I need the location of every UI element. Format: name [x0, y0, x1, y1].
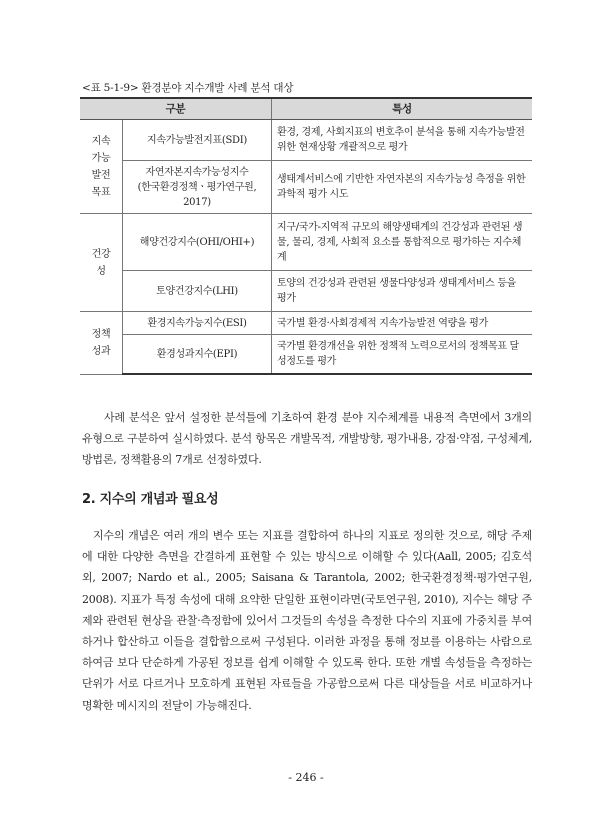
table-row [80, 335, 532, 375]
row-name: 지속가능발전지표(SDI) [123, 120, 272, 161]
paragraph-analysis [82, 407, 532, 471]
paragraph-index-concept-text: 지수의 개념은 여러 개의 변수 또는 지표를 결합하여 하나의 지표로 정의한 것으로, 해당 주제에 대한 다양한 측면을 간결하게 표현할 수 있는 방식으로 이해할 수 있다(Aall, 2005; 김호석 외, 2007; Nardo et al., 2005; Saisana & Tarantola, 2002; 한국환경정책·평가연구원, 2008). 지표가 특정 속성에 대해 요약한 단일한 표현이라면(국토연구원, 2010), 지수는 해당 주제와 관련된 현상을 관찰·측정함에 있어서 그것들의 속성을 측정한 다수의 지표에 가중치를 부여하거나 합산하고 이들을 결합함으로써 구성된다. 이러한 과정을 통해 정보를 이용하는 사람으로 하여금 보다 단순하게 가공된 정보를 쉽게 이해할 수 있도록 한다. 또한 개별 속성들을 측정하는 단위가 서로 다르거나 모호하게 표현된 자료들을 가공함으로써 다른 대상들을 서로 비교하거나 명확한 메시지의 전달이 가능해진다. [82, 529, 532, 712]
row-feature: 생태계서비스에 기반한 자연자본의 지속가능성 측정을 위한 과학적 평가 시도 [272, 161, 533, 214]
table-header-row [80, 98, 532, 120]
group-label-sdg: 지속 가능 발전 목표 [80, 120, 123, 214]
table-row [80, 312, 532, 335]
group-label-policy: 정책 성과 [80, 312, 123, 375]
table-row [80, 214, 532, 271]
row-name: 해양건강지수(OHI/OHI+) [123, 214, 272, 271]
header-group: 구분 [80, 98, 272, 120]
paragraph-analysis-text: 사례 분석은 앞서 설정한 분석틀에 기초하여 환경 분야 지수체계를 내용적 측면에서 3개의 유형으로 구분하여 실시하였다. 분석 항목은 개발목적, 개발방향, 평가내용, 강점·약점, 구성체계, 방법론, 정책활용의 7개로 선정하였다. [82, 411, 532, 467]
row-feature: 토양의 건강성과 관련된 생물다양성과 생태계서비스 등을 평가 [272, 271, 533, 312]
row-feature: 국가별 환경·사회경제적 지속가능발전 역량을 평가 [272, 312, 533, 335]
row-feature: 국가별 환경개선을 위한 정책적 노력으로서의 정책목표 달성정도를 평가 [272, 335, 533, 375]
row-feature: 환경, 경제, 사회지표의 변호추이 분석을 통해 지속가능발전 위한 현재상황 개괄적으로 평가 [272, 120, 533, 161]
table-caption: <표 5-1-9> 환경분야 지수개발 사례 분석 대상 [82, 82, 294, 94]
header-feature: 특성 [272, 98, 533, 120]
row-name: 자연자본지속가능성지수 (한국환경정책ㆍ평가연구원, 2017) [123, 161, 272, 214]
table-row [80, 120, 532, 161]
page-number: - 246 - [288, 771, 324, 784]
row-name: 환경지속가능지수(ESI) [123, 312, 272, 335]
case-analysis-table [80, 97, 532, 375]
table-row [80, 161, 532, 214]
row-feature: 지구/국가-지역적 규모의 해양생태계의 건강성과 관련된 생물, 물리, 경제, 사회적 요소를 통합적으로 평가하는 지수체계 [272, 214, 533, 271]
row-name: 환경성과지수(EPI) [123, 335, 272, 375]
section-heading: 2. 지수의 개념과 필요성 [82, 492, 219, 507]
paragraph-index-concept [82, 525, 532, 716]
row-name: 토양건강지수(LHI) [123, 271, 272, 312]
group-label-health: 건강 성 [80, 214, 123, 312]
table-row [80, 271, 532, 312]
